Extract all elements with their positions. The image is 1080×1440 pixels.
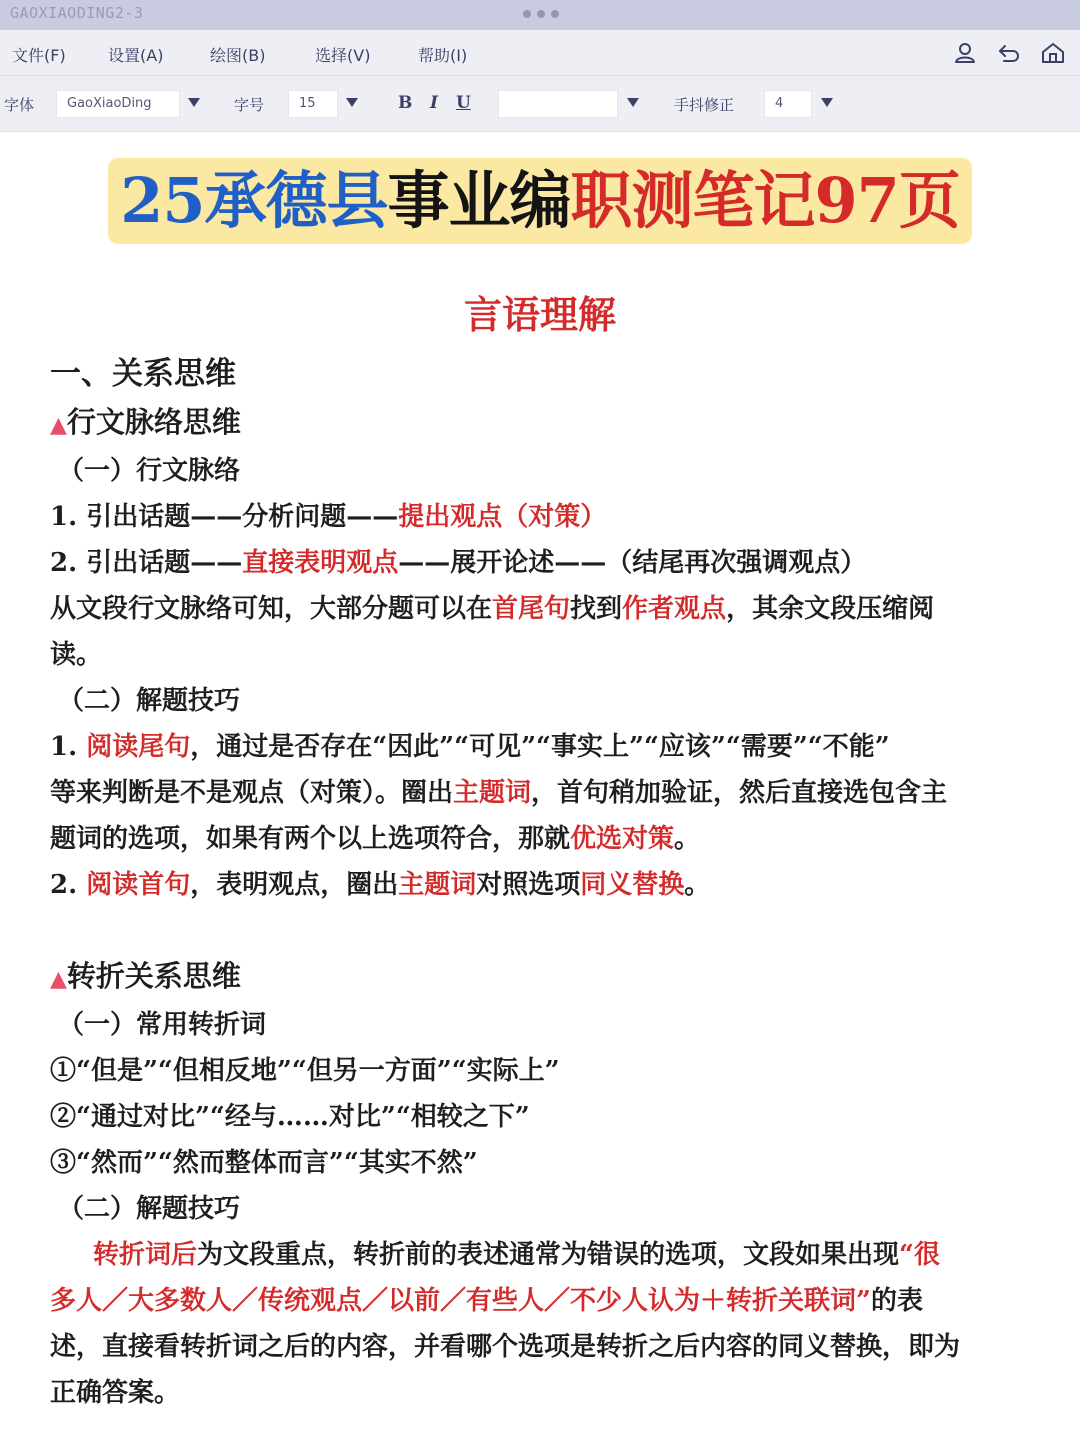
window-menu-dots-icon[interactable] [523,10,559,18]
tip-line-4: 2. 阅读首句，表明观点，圈出主题词对照选项同义替换。 [50,870,711,900]
color-dropdown-arrow-icon[interactable] [627,98,639,107]
font-select[interactable]: GaoXiaoDing [56,90,180,118]
underline-button[interactable]: U [456,93,471,113]
title-part-2: 事业编 [387,164,571,237]
context-paragraph-line-1: 从文段行文脉络可知，大部分题可以在首尾句找到作者观点，其余文段压缩阅 [50,594,935,624]
font-size-label: 字号 [234,96,265,114]
font-label: 字体 [4,96,35,114]
italic-button[interactable]: I [430,93,438,113]
turning-paragraph-line-1: 转折词后为文段重点，转折前的表述通常为错误的选项，文段如果出现“很 [93,1240,940,1270]
menu-file[interactable]: 文件(F) [12,46,66,65]
context-item-2: 2. 引出话题——直接表明观点——展开论述——（结尾再次强调观点） [50,548,867,578]
shake-correction-label: 手抖修正 [674,96,735,114]
title-bar [0,0,1080,30]
home-icon[interactable] [1040,40,1066,66]
subheading-tips-2: （二）解题技巧 [58,1194,241,1224]
context-paragraph-line-2: 读。 [50,640,103,670]
color-select[interactable] [498,90,618,118]
undo-icon[interactable] [996,40,1022,66]
turning-words-1: ①“但是”“但相反地”“但另一方面”“实际上” [50,1056,560,1086]
triangle-bullet-icon: ▲ [50,966,67,992]
turning-words-3: ③“然而”“然而整体而言”“其实不然” [50,1148,478,1178]
heading-relation-thinking: 一、关系思维 [50,356,236,392]
turning-words-2: ②“通过对比”“经与……对比”“相较之下” [50,1102,530,1132]
triangle-bullet-icon: ▲ [50,412,67,438]
bold-button[interactable]: B [398,93,413,113]
font-dropdown-arrow-icon[interactable] [188,98,200,107]
subheading-turning-words: （一）常用转折词 [58,1010,267,1040]
subheading-context: （一）行文脉络 [58,456,241,486]
menu-settings[interactable]: 设置(A) [108,46,164,65]
document-title [108,158,972,244]
font-size-select[interactable]: 15 [288,90,338,118]
heading-turning-thinking: ▲转折关系思维 [50,959,241,993]
heading-context-thinking: ▲行文脉络思维 [50,405,241,439]
title-part-3: 职测笔记97页 [570,164,960,237]
tip-line-1: 1. 阅读尾句，通过是否存在“因此”“可见”“事实上”“应该”“需要”“不能” [50,732,890,762]
turning-paragraph-line-2: 多人／大多数人／传统观点／以前／有些人／不少人认为＋转折关联词”的表 [50,1286,923,1316]
subheading-tips-1: （二）解题技巧 [58,686,241,716]
title-part-1: 25承德县 [120,164,388,237]
menu-select[interactable]: 选择(V) [315,46,371,65]
menu-help[interactable]: 帮助(I) [418,46,468,65]
font-size-dropdown-arrow-icon[interactable] [346,98,358,107]
format-toolbar [0,76,1080,132]
turning-paragraph-line-4: 正确答案。 [50,1378,181,1408]
tip-line-3: 题词的选项，如果有两个以上选项符合，那就优选对策。 [50,824,701,854]
section-title: 言语理解 [463,292,616,337]
context-item-1: 1. 引出话题——分析问题——提出观点（对策） [50,502,607,532]
turning-paragraph-line-3: 述，直接看转折词之后的内容，并看哪个选项是转折之后内容的同义替换，即为 [50,1332,961,1362]
window-title: GAOXIAODING2-3 [10,4,144,22]
shake-correction-select[interactable]: 4 [764,90,812,118]
user-icon[interactable] [952,40,978,66]
menu-draw[interactable]: 绘图(B) [210,46,266,65]
tip-line-2: 等来判断是不是观点（对策）。圈出主题词，首句稍加验证，然后直接选包含主 [50,778,948,808]
menu-bar [0,30,1080,76]
shake-correction-dropdown-arrow-icon[interactable] [821,98,833,107]
